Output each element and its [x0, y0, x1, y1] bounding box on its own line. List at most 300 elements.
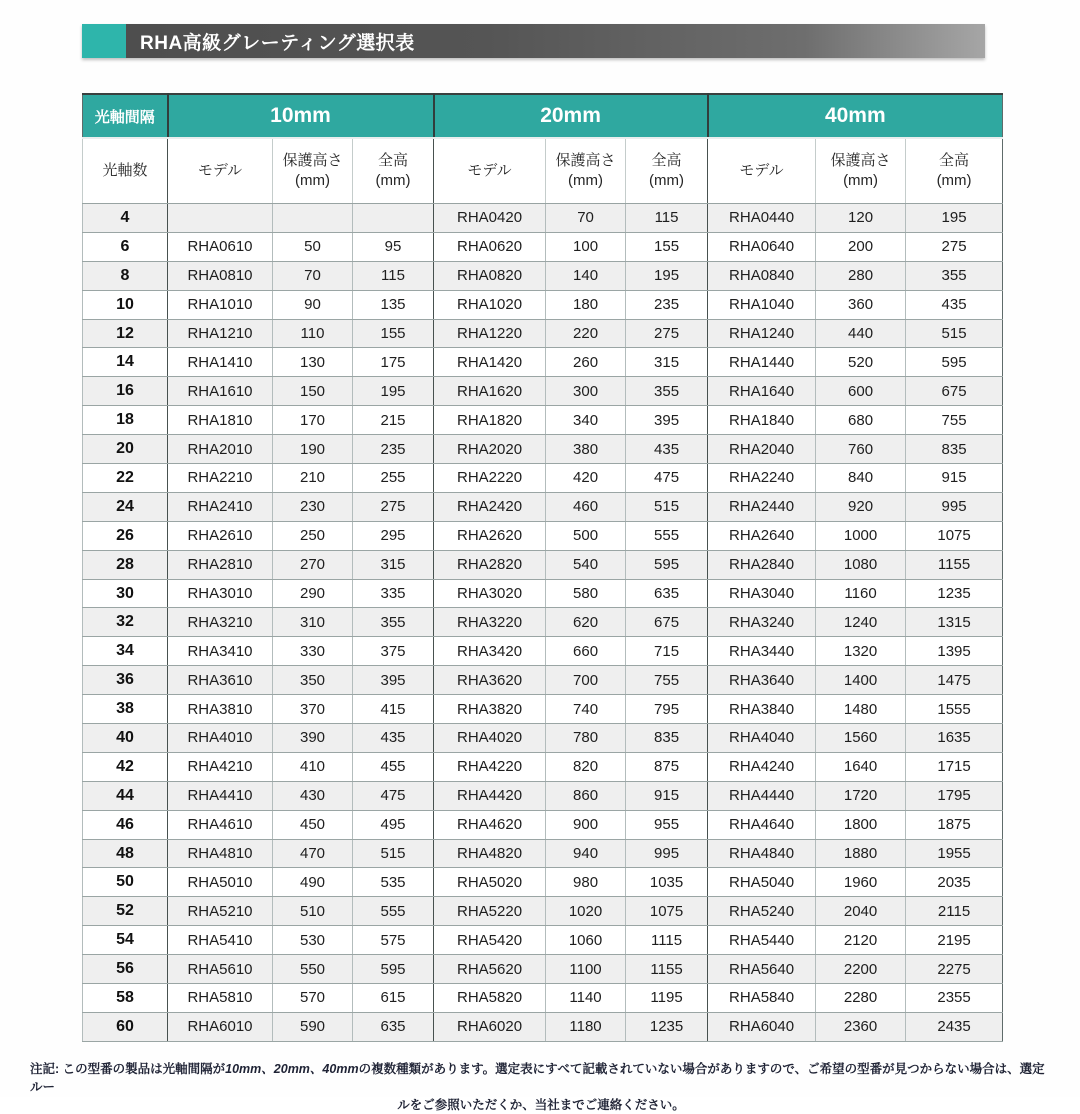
model-cell: RHA5810 — [168, 984, 273, 1013]
protect-height-cell: 1180 — [546, 1012, 626, 1041]
total-height-cell: 1795 — [906, 781, 1003, 810]
table-row — [83, 955, 1003, 984]
total-height-cell: 275 — [906, 232, 1003, 261]
protect-height-cell: 450 — [273, 810, 353, 839]
total-height-cell: 195 — [353, 377, 434, 406]
table-row — [83, 724, 1003, 753]
model-cell: RHA5640 — [708, 955, 816, 984]
table-row — [83, 406, 1003, 435]
protect-height-cell: 660 — [546, 637, 626, 666]
model-cell: RHA2040 — [708, 435, 816, 464]
protect-height-cell: 250 — [273, 521, 353, 550]
protect-height-cell: 1080 — [816, 550, 906, 579]
model-cell: RHA6040 — [708, 1012, 816, 1041]
table-row — [83, 579, 1003, 608]
model-cell: RHA3420 — [434, 637, 546, 666]
table-row — [83, 261, 1003, 290]
total-height-cell: 1115 — [626, 926, 708, 955]
protect-height-cell: 100 — [546, 232, 626, 261]
protect-height-cell: 520 — [816, 348, 906, 377]
total-height-cell: 1075 — [906, 521, 1003, 550]
protect-height-cell: 1880 — [816, 839, 906, 868]
total-height-cell: 595 — [906, 348, 1003, 377]
total-height-cell: 335 — [353, 579, 434, 608]
protect-height-cell: 180 — [546, 290, 626, 319]
total-height-cell: 115 — [353, 261, 434, 290]
model-cell: RHA4610 — [168, 810, 273, 839]
model-cell: RHA4210 — [168, 752, 273, 781]
table-row — [83, 810, 1003, 839]
model-cell: RHA2240 — [708, 464, 816, 493]
table-row — [83, 550, 1003, 579]
total-height-label: 全高 — [939, 151, 970, 169]
protect-height-cell: 1000 — [816, 521, 906, 550]
total-height-cell: 635 — [626, 579, 708, 608]
model-header: モデル — [434, 138, 546, 204]
total-height-cell: 835 — [626, 724, 708, 753]
model-cell: RHA1610 — [168, 377, 273, 406]
protect-height-label: 保護高さ — [555, 151, 616, 169]
model-cell: RHA4620 — [434, 810, 546, 839]
model-cell: RHA1240 — [708, 319, 816, 348]
axis-count-cell: 46 — [83, 810, 168, 839]
protect-height-cell: 570 — [273, 984, 353, 1013]
model-cell: RHA2440 — [708, 492, 816, 521]
protect-height-cell: 840 — [816, 464, 906, 493]
group-header-10mm: 10mm — [168, 94, 434, 138]
model-cell: RHA1410 — [168, 348, 273, 377]
protect-height-cell: 1480 — [816, 695, 906, 724]
protect-height-cell: 1060 — [546, 926, 626, 955]
model-cell: RHA5620 — [434, 955, 546, 984]
protect-height-label: 保護高さ — [830, 151, 891, 169]
model-cell: RHA5420 — [434, 926, 546, 955]
model-cell: RHA5220 — [434, 897, 546, 926]
model-header: モデル — [168, 138, 273, 204]
total-height-cell: 295 — [353, 521, 434, 550]
column-header-row — [83, 138, 1003, 204]
model-cell: RHA4020 — [434, 724, 546, 753]
total-height-header — [906, 138, 1003, 204]
protect-height-cell: 1140 — [546, 984, 626, 1013]
total-height-cell: 755 — [906, 406, 1003, 435]
total-height-cell: 1035 — [626, 868, 708, 897]
protect-height-cell: 1400 — [816, 666, 906, 695]
total-height-cell: 475 — [353, 781, 434, 810]
protect-height-cell: 220 — [546, 319, 626, 348]
total-height-cell: 175 — [353, 348, 434, 377]
model-cell: RHA4040 — [708, 724, 816, 753]
axis-count-cell: 20 — [83, 435, 168, 464]
protect-height-cell: 440 — [816, 319, 906, 348]
table-row — [83, 926, 1003, 955]
protect-height-cell: 540 — [546, 550, 626, 579]
axis-count-cell: 4 — [83, 204, 168, 233]
model-cell: RHA5240 — [708, 897, 816, 926]
model-cell: RHA2620 — [434, 521, 546, 550]
total-height-cell: 1155 — [906, 550, 1003, 579]
total-height-cell — [353, 204, 434, 233]
axis-count-cell: 16 — [83, 377, 168, 406]
model-cell: RHA4220 — [434, 752, 546, 781]
table-row — [83, 377, 1003, 406]
total-height-cell: 135 — [353, 290, 434, 319]
model-cell: RHA4440 — [708, 781, 816, 810]
footnote-prefix: 注記: — [30, 1062, 63, 1076]
axis-count-cell: 26 — [83, 521, 168, 550]
table-row — [83, 868, 1003, 897]
model-cell: RHA1210 — [168, 319, 273, 348]
protect-height-cell: 760 — [816, 435, 906, 464]
model-cell: RHA0620 — [434, 232, 546, 261]
total-height-cell: 1195 — [626, 984, 708, 1013]
model-cell: RHA6020 — [434, 1012, 546, 1041]
model-cell: RHA4240 — [708, 752, 816, 781]
model-cell: RHA2220 — [434, 464, 546, 493]
protect-height-cell: 550 — [273, 955, 353, 984]
total-height-unit: (mm) — [649, 172, 685, 189]
table-row — [83, 464, 1003, 493]
total-height-cell: 1235 — [906, 579, 1003, 608]
protect-height-cell: 590 — [273, 1012, 353, 1041]
protect-height-cell: 680 — [816, 406, 906, 435]
axis-count-cell: 40 — [83, 724, 168, 753]
total-height-cell: 435 — [353, 724, 434, 753]
protect-height-cell: 1160 — [816, 579, 906, 608]
total-height-label: 全高 — [378, 151, 409, 169]
protect-height-unit: (mm) — [843, 172, 879, 189]
protect-height-cell: 260 — [546, 348, 626, 377]
protect-height-header — [546, 138, 626, 204]
model-cell: RHA5440 — [708, 926, 816, 955]
corner-header-cell: 光軸間隔 — [83, 94, 168, 138]
protect-height-cell: 2360 — [816, 1012, 906, 1041]
protect-height-cell: 470 — [273, 839, 353, 868]
total-height-cell: 995 — [626, 839, 708, 868]
total-height-cell: 595 — [626, 550, 708, 579]
total-height-cell: 195 — [626, 261, 708, 290]
footnote-text: この型番の製品は光軸間隔が — [62, 1062, 226, 1076]
axis-count-cell: 60 — [83, 1012, 168, 1041]
protect-height-cell: 310 — [273, 608, 353, 637]
model-cell: RHA2610 — [168, 521, 273, 550]
model-cell: RHA3440 — [708, 637, 816, 666]
protect-height-cell: 50 — [273, 232, 353, 261]
axis-count-cell: 24 — [83, 492, 168, 521]
total-height-cell: 215 — [353, 406, 434, 435]
protect-height-unit: (mm) — [295, 172, 330, 189]
total-height-label: 全高 — [651, 151, 682, 169]
model-cell: RHA1620 — [434, 377, 546, 406]
model-cell: RHA0610 — [168, 232, 273, 261]
model-cell: RHA2410 — [168, 492, 273, 521]
model-cell: RHA2020 — [434, 435, 546, 464]
protect-height-cell: 510 — [273, 897, 353, 926]
model-cell: RHA4840 — [708, 839, 816, 868]
total-height-cell: 915 — [626, 781, 708, 810]
protect-height-cell: 500 — [546, 521, 626, 550]
footnote-line1 — [30, 1060, 1052, 1096]
total-height-cell: 1315 — [906, 608, 1003, 637]
total-height-cell: 395 — [626, 406, 708, 435]
footnote — [30, 1060, 1052, 1114]
protect-height-cell: 2280 — [816, 984, 906, 1013]
total-height-cell: 275 — [626, 319, 708, 348]
model-cell — [168, 204, 273, 233]
total-height-cell: 395 — [353, 666, 434, 695]
model-cell: RHA4820 — [434, 839, 546, 868]
footnote-text: の複数種類があります。選定表にすべて記載されていない場合がありますので、ご希望の型番が見つからない場合は、選定ルー — [30, 1062, 1045, 1095]
protect-height-cell: 920 — [816, 492, 906, 521]
model-cell: RHA4420 — [434, 781, 546, 810]
axis-count-cell: 10 — [83, 290, 168, 319]
protect-height-cell: 2200 — [816, 955, 906, 984]
total-height-cell: 455 — [353, 752, 434, 781]
model-cell: RHA3040 — [708, 579, 816, 608]
table-row — [83, 695, 1003, 724]
total-height-cell: 555 — [626, 521, 708, 550]
total-height-cell: 1075 — [626, 897, 708, 926]
protect-height-cell: 490 — [273, 868, 353, 897]
protect-height-cell: 290 — [273, 579, 353, 608]
axis-count-cell: 38 — [83, 695, 168, 724]
total-height-cell: 235 — [353, 435, 434, 464]
model-cell: RHA3010 — [168, 579, 273, 608]
total-height-cell: 355 — [626, 377, 708, 406]
model-cell: RHA0820 — [434, 261, 546, 290]
axis-count-cell: 28 — [83, 550, 168, 579]
total-height-cell: 835 — [906, 435, 1003, 464]
model-cell: RHA4640 — [708, 810, 816, 839]
total-height-cell: 675 — [626, 608, 708, 637]
protect-height-cell: 70 — [273, 261, 353, 290]
axis-count-cell: 52 — [83, 897, 168, 926]
total-height-cell: 415 — [353, 695, 434, 724]
table-body — [83, 204, 1003, 1042]
selection-table-wrapper — [82, 93, 1002, 1042]
model-cell: RHA1840 — [708, 406, 816, 435]
protect-height-cell: 280 — [816, 261, 906, 290]
protect-height-header — [273, 138, 353, 204]
table-row — [83, 839, 1003, 868]
total-height-cell: 315 — [626, 348, 708, 377]
protect-height-cell: 1720 — [816, 781, 906, 810]
model-cell: RHA4010 — [168, 724, 273, 753]
model-cell: RHA2810 — [168, 550, 273, 579]
total-height-cell: 1715 — [906, 752, 1003, 781]
total-height-unit: (mm) — [936, 172, 972, 189]
model-cell: RHA1810 — [168, 406, 273, 435]
protect-height-cell: 740 — [546, 695, 626, 724]
total-height-cell: 1155 — [626, 955, 708, 984]
axis-count-cell: 18 — [83, 406, 168, 435]
protect-height-cell: 940 — [546, 839, 626, 868]
axis-count-header: 光軸数 — [83, 138, 168, 204]
model-cell: RHA5410 — [168, 926, 273, 955]
axis-count-cell: 36 — [83, 666, 168, 695]
model-cell: RHA1020 — [434, 290, 546, 319]
total-height-cell: 2115 — [906, 897, 1003, 926]
protect-height-cell — [273, 204, 353, 233]
table-row — [83, 637, 1003, 666]
model-cell: RHA1040 — [708, 290, 816, 319]
protect-height-cell: 330 — [273, 637, 353, 666]
axis-count-cell: 32 — [83, 608, 168, 637]
protect-height-cell: 780 — [546, 724, 626, 753]
table-row — [83, 608, 1003, 637]
model-cell: RHA0810 — [168, 261, 273, 290]
model-cell: RHA3020 — [434, 579, 546, 608]
table-row — [83, 290, 1003, 319]
model-header: モデル — [708, 138, 816, 204]
model-cell: RHA3210 — [168, 608, 273, 637]
axis-count-cell: 22 — [83, 464, 168, 493]
total-height-cell: 155 — [626, 232, 708, 261]
total-height-cell: 1635 — [906, 724, 1003, 753]
protect-height-cell: 1020 — [546, 897, 626, 926]
model-cell: RHA0440 — [708, 204, 816, 233]
total-height-cell: 255 — [353, 464, 434, 493]
protect-height-cell: 1960 — [816, 868, 906, 897]
model-cell: RHA1010 — [168, 290, 273, 319]
total-height-cell: 1235 — [626, 1012, 708, 1041]
protect-height-cell: 430 — [273, 781, 353, 810]
axis-count-cell: 6 — [83, 232, 168, 261]
model-cell: RHA4410 — [168, 781, 273, 810]
total-height-cell: 915 — [906, 464, 1003, 493]
total-height-cell: 2195 — [906, 926, 1003, 955]
protect-height-cell: 1640 — [816, 752, 906, 781]
total-height-cell: 375 — [353, 637, 434, 666]
protect-height-cell: 410 — [273, 752, 353, 781]
total-height-cell: 195 — [906, 204, 1003, 233]
model-cell: RHA5610 — [168, 955, 273, 984]
total-height-cell: 595 — [353, 955, 434, 984]
protect-height-cell: 820 — [546, 752, 626, 781]
axis-count-cell: 42 — [83, 752, 168, 781]
title-bar — [82, 24, 985, 58]
total-height-cell: 435 — [906, 290, 1003, 319]
model-cell: RHA5020 — [434, 868, 546, 897]
total-height-cell: 1875 — [906, 810, 1003, 839]
protect-height-cell: 140 — [546, 261, 626, 290]
protect-height-cell: 980 — [546, 868, 626, 897]
model-cell: RHA1220 — [434, 319, 546, 348]
protect-height-cell: 90 — [273, 290, 353, 319]
model-cell: RHA4810 — [168, 839, 273, 868]
axis-count-cell: 54 — [83, 926, 168, 955]
axis-count-cell: 8 — [83, 261, 168, 290]
protect-height-cell: 620 — [546, 608, 626, 637]
total-height-cell: 275 — [353, 492, 434, 521]
total-height-cell: 235 — [626, 290, 708, 319]
total-height-cell: 1395 — [906, 637, 1003, 666]
total-height-cell: 875 — [626, 752, 708, 781]
total-height-unit: (mm) — [375, 172, 411, 189]
protect-height-cell: 700 — [546, 666, 626, 695]
protect-height-cell: 340 — [546, 406, 626, 435]
footnote-pitch-values: 10mm、20mm、40mm — [225, 1062, 359, 1076]
total-height-cell: 495 — [353, 810, 434, 839]
total-height-cell: 115 — [626, 204, 708, 233]
total-height-cell: 635 — [353, 1012, 434, 1041]
total-height-cell: 2355 — [906, 984, 1003, 1013]
total-height-cell: 555 — [353, 897, 434, 926]
protect-height-cell: 1320 — [816, 637, 906, 666]
table-row — [83, 232, 1003, 261]
protect-height-cell: 2120 — [816, 926, 906, 955]
axis-count-cell: 56 — [83, 955, 168, 984]
total-height-cell: 515 — [626, 492, 708, 521]
axis-count-cell: 48 — [83, 839, 168, 868]
model-cell: RHA3620 — [434, 666, 546, 695]
protect-height-cell: 1240 — [816, 608, 906, 637]
axis-count-cell: 30 — [83, 579, 168, 608]
total-height-cell: 1955 — [906, 839, 1003, 868]
protect-height-cell: 1560 — [816, 724, 906, 753]
model-cell: RHA3610 — [168, 666, 273, 695]
protect-height-cell: 360 — [816, 290, 906, 319]
protect-height-cell: 270 — [273, 550, 353, 579]
model-cell: RHA3410 — [168, 637, 273, 666]
total-height-cell: 575 — [353, 926, 434, 955]
table-row — [83, 521, 1003, 550]
table-row — [83, 666, 1003, 695]
total-height-cell: 615 — [353, 984, 434, 1013]
group-header-20mm: 20mm — [434, 94, 708, 138]
protect-height-cell: 170 — [273, 406, 353, 435]
total-height-cell: 2275 — [906, 955, 1003, 984]
table-row — [83, 752, 1003, 781]
model-cell: RHA5040 — [708, 868, 816, 897]
protect-height-cell: 200 — [816, 232, 906, 261]
table-row — [83, 984, 1003, 1013]
model-cell: RHA5840 — [708, 984, 816, 1013]
axis-count-cell: 12 — [83, 319, 168, 348]
total-height-header — [626, 138, 708, 204]
model-cell: RHA1640 — [708, 377, 816, 406]
total-height-cell: 475 — [626, 464, 708, 493]
axis-count-cell: 50 — [83, 868, 168, 897]
protect-height-cell: 1800 — [816, 810, 906, 839]
protect-height-cell: 600 — [816, 377, 906, 406]
total-height-cell: 355 — [353, 608, 434, 637]
model-cell: RHA1420 — [434, 348, 546, 377]
table-row — [83, 348, 1003, 377]
total-height-cell: 675 — [906, 377, 1003, 406]
protect-height-cell: 420 — [546, 464, 626, 493]
total-height-cell: 755 — [626, 666, 708, 695]
model-cell: RHA3640 — [708, 666, 816, 695]
title-accent-square — [82, 24, 126, 58]
protect-height-unit: (mm) — [568, 172, 604, 189]
total-height-cell: 155 — [353, 319, 434, 348]
axis-count-cell: 14 — [83, 348, 168, 377]
table-row — [83, 492, 1003, 521]
group-header-row — [83, 94, 1003, 138]
protect-height-cell: 130 — [273, 348, 353, 377]
selection-table — [82, 93, 1003, 1042]
model-cell: RHA2820 — [434, 550, 546, 579]
protect-height-cell: 110 — [273, 319, 353, 348]
model-cell: RHA1440 — [708, 348, 816, 377]
total-height-cell: 535 — [353, 868, 434, 897]
total-height-header — [353, 138, 434, 204]
model-cell: RHA0420 — [434, 204, 546, 233]
axis-count-cell: 44 — [83, 781, 168, 810]
table-row — [83, 204, 1003, 233]
table-row — [83, 897, 1003, 926]
